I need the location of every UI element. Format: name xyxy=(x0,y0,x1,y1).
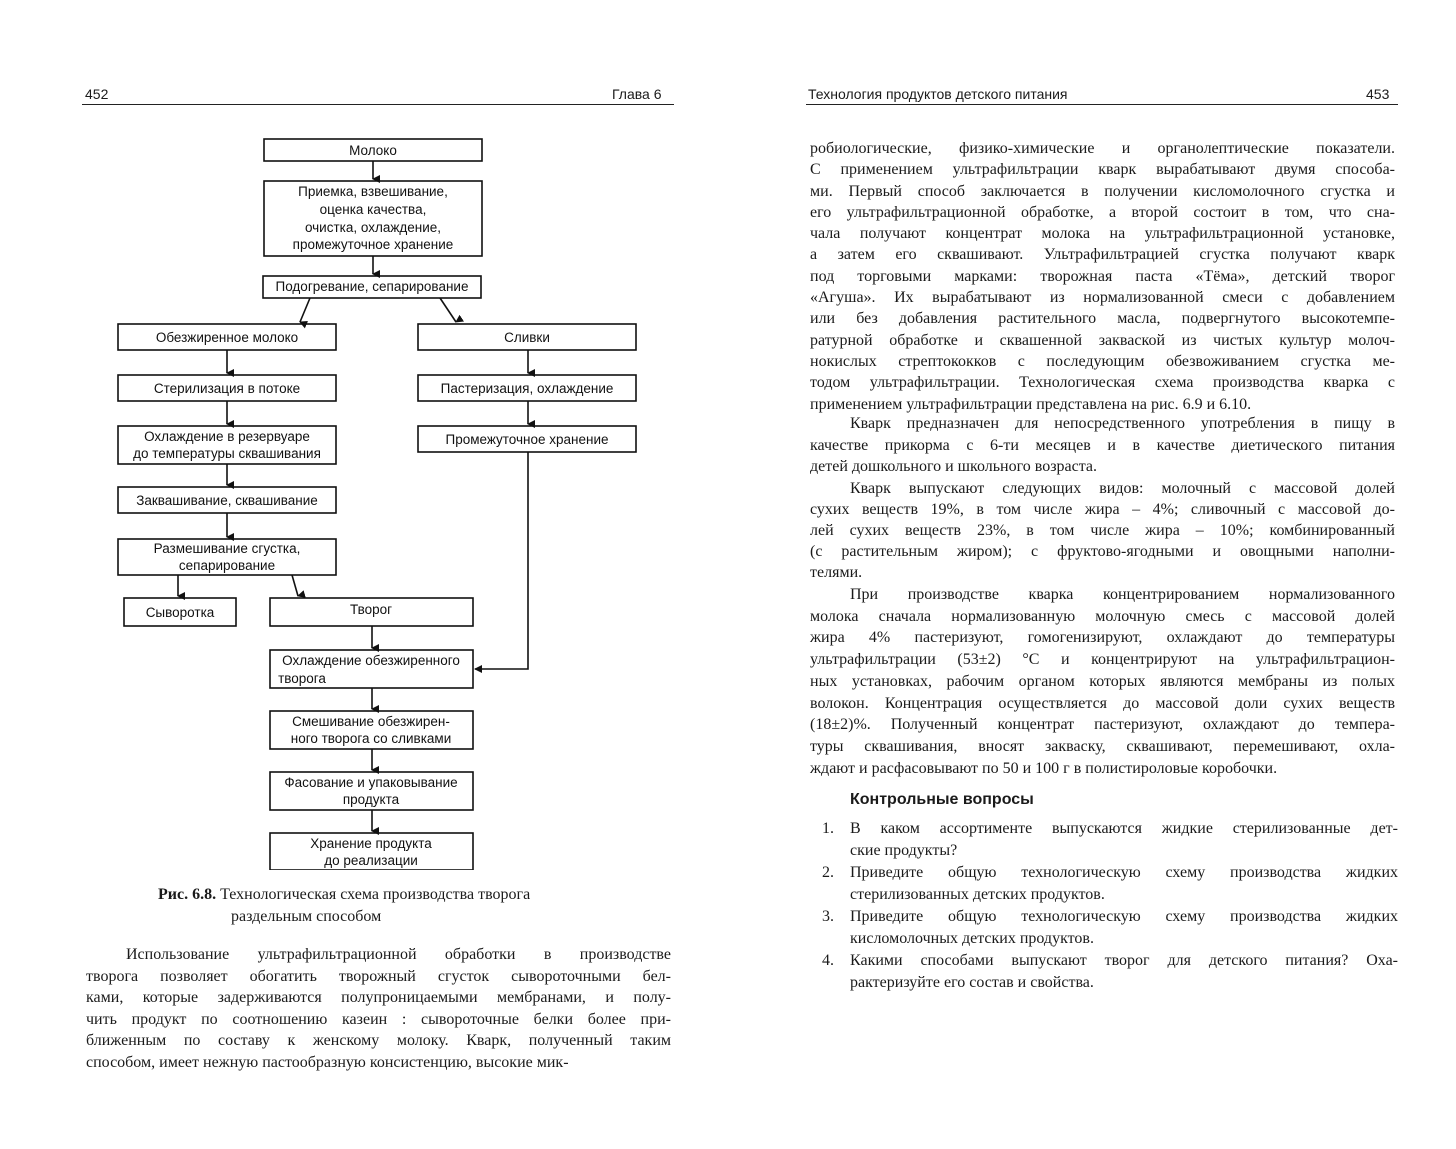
text-line: ультрафильтрации (53±2) °С и концентрируют на ультрафильтрацион- xyxy=(810,651,1395,669)
label-curd: Творог xyxy=(349,602,393,617)
text-line: способом, имеет нежную пастообразную консистенцию, высокие мик- xyxy=(86,1053,569,1071)
page-number-left: 452 xyxy=(85,86,109,102)
label-reception-3: очистка, охлаждение, xyxy=(304,220,442,235)
label-reception-4: промежуточное хранение xyxy=(292,237,454,252)
question-item xyxy=(818,862,1398,905)
question-item xyxy=(818,950,1398,993)
text-line: робиологические, физико-химические и органолептические показатели. xyxy=(810,140,1395,157)
label-reception-1: Приемка, взвешивание, xyxy=(298,184,448,199)
question-number: 2. xyxy=(822,864,834,881)
question-line: стерилизованных детских продуктов. xyxy=(850,885,1105,903)
running-head-right: Технология продуктов детского питания xyxy=(808,86,1068,102)
text-line: «Агуша». Их вырабатывают из нормализованной смеси с добавлением xyxy=(810,289,1395,307)
text-line: а затем его сквашивают. Ультрафильтрацией сгустка получают кварк xyxy=(810,246,1395,264)
text-line: Кварк выпускают следующих видов: молочный с массовой долей xyxy=(850,480,1395,497)
header-rule-right xyxy=(806,104,1398,105)
question-number: 1. xyxy=(822,820,834,837)
label-sterilization: Стерилизация в потоке xyxy=(153,381,301,396)
flowchart xyxy=(110,130,670,870)
paragraph-3 xyxy=(810,478,1395,583)
text-line: ми. Первый способ заключается в получении кисломолочного сгустка и xyxy=(810,182,1395,200)
label-whey: Сыворотка xyxy=(145,605,215,620)
running-head-left: Глава 6 xyxy=(612,86,662,102)
question-line: рактеризуйте его состав и свойства. xyxy=(850,973,1094,991)
text-line: чала получают концентрат молока на ультрафильтрационной установке, xyxy=(810,225,1395,243)
text-line: тодом ультрафильтрации. Технологическая схема производства кварка с xyxy=(810,374,1395,392)
label-cooling-tank-1: Охлаждение в резервуаре xyxy=(144,429,310,444)
paragraph-2 xyxy=(810,413,1395,478)
label-mixing-cream-1: Смешивание обезжирен- xyxy=(292,714,450,729)
text-line: под торговыми марками: творожная паста «Тёма», детский творог xyxy=(810,267,1395,285)
text-line: С применением ультрафильтрации кварк вырабатывают двумя способа- xyxy=(810,161,1395,179)
question-line: В каком ассортименте выпускаются жидкие стерилизованные дет- xyxy=(850,820,1398,837)
text-line: качестве прикорма с 6-ти месяцев и в качестве диетического питания xyxy=(810,436,1395,454)
question-line: кисломолочных детских продуктов. xyxy=(850,929,1094,947)
label-pasteurization: Пастеризация, охлаждение xyxy=(440,381,614,396)
text-line: лей сухих веществ 23%, в том числе жира – 10%; комбинированный xyxy=(810,522,1395,539)
text-line: ратурной обработке и сквашенной закваской из чистых культур молоч- xyxy=(810,331,1395,349)
text-line: нокислых стрептококков с последующим обезвоживанием сгустка ме- xyxy=(810,352,1395,370)
label-fermentation: Заквашивание, сквашивание xyxy=(136,493,318,508)
label-mixing-cream-2: ного творога со сливками xyxy=(290,731,452,746)
text-line: ками, которые задерживаются полупроницаемыми мембранами, и полу- xyxy=(86,989,671,1007)
caption-label: Рис. 6.8. xyxy=(158,886,217,903)
text-line: или без добавления растительного масла, подвергнутого высокотемпе- xyxy=(810,310,1395,328)
label-cooling-skim-curd-1: Охлаждение обезжиренного xyxy=(282,653,460,668)
label-mixing-curd-1: Размешивание сгустка, xyxy=(153,541,301,556)
text-line: Кварк предназначен для непосредственного употребления в пищу в xyxy=(850,415,1395,432)
label-mixing-curd-2: сепарирование xyxy=(178,558,276,573)
section-title: Контрольные вопросы xyxy=(850,791,1034,808)
question-line: Приведите общую технологическую схему производства жидких xyxy=(850,864,1398,881)
header-rule-left xyxy=(82,104,674,105)
question-line: ские продукты? xyxy=(850,841,958,859)
label-packing-2: продукта xyxy=(342,792,400,807)
text-line: ближенным по составу к женскому молоку. Кварк, полученный таким xyxy=(86,1032,671,1050)
text-line: творога позволяет обогатить творожный сгусток сывороточными бел- xyxy=(86,967,671,985)
caption-line-1: Технологическая схема производства творога xyxy=(220,886,531,903)
text-line: детей дошкольного и школьного возраста. xyxy=(810,458,1098,475)
text-line: чить продукт по соотношению казеин : сывороточные белки более при- xyxy=(86,1010,671,1028)
text-line: (с растительным жиром); с фруктово-ягодными и овощными наполни- xyxy=(810,543,1395,560)
paragraph-4 xyxy=(810,584,1395,779)
text-line: телями. xyxy=(810,564,863,581)
questions-list xyxy=(818,818,1398,994)
text-line: (18±2)%. Полученный концентрат пастеризуют, охлаждают до темпера- xyxy=(810,716,1395,734)
label-cooling-skim-curd-2: творога xyxy=(278,671,326,686)
label-heating: Подогревание, сепарирование xyxy=(275,279,469,294)
question-line: Какими способами выпускают творог для детского питания? Оха- xyxy=(850,952,1398,969)
figure-caption xyxy=(158,884,530,906)
question-line: Приведите общую технологическую схему производства жидких xyxy=(850,908,1398,925)
text-line: При производстве кварка концентрированием нормализованного xyxy=(850,586,1395,603)
text-line: его ультрафильтрационной обработке, а второй состоит в том, что сна- xyxy=(810,203,1395,221)
question-item xyxy=(818,906,1398,949)
caption-line-2: раздельным способом xyxy=(231,908,382,925)
text-line: ных установках, рабочим органом которых являются мембраны из полых xyxy=(810,672,1395,690)
left-body-text xyxy=(86,944,671,1074)
label-storage-2: до реализации xyxy=(324,853,418,868)
question-number: 3. xyxy=(822,908,834,925)
label-storage-1: Хранение продукта xyxy=(310,836,432,851)
label-reception-2: оценка качества, xyxy=(319,202,427,217)
text-line: волокон. Концентрация осуществляется до массовой доли сухих веществ xyxy=(810,694,1395,712)
text-line: жира 4% пастеризуют, гомогенизируют, охлаждают до температуры xyxy=(810,629,1395,647)
paragraph-1 xyxy=(810,138,1395,415)
text-line: молока сначала нормализованную молочную смесь с массовой долей xyxy=(810,607,1395,625)
label-packing-1: Фасование и упаковывание xyxy=(284,775,458,790)
text-line: туры сквашивания, вносят закваску, сквашивают, перемешивают, охла- xyxy=(810,737,1395,755)
label-intermediate-storage: Промежуточное хранение xyxy=(445,432,609,447)
text-line: Использование ультрафильтрационной обработки в производстве xyxy=(126,946,671,963)
label-cooling-tank-2: до температуры сквашивания xyxy=(133,446,321,461)
label-skim-milk: Обезжиренное молоко xyxy=(155,330,299,345)
label-milk: Молоко xyxy=(349,143,397,158)
text-line: сухих веществ 19%, в том числе жира – 4%; сливочный с массовой до- xyxy=(810,501,1395,518)
label-cream: Сливки xyxy=(504,330,550,345)
text-line: ждают и расфасовывают по 50 и 100 г в полистироловые коробочки. xyxy=(810,759,1278,777)
question-item xyxy=(818,818,1398,861)
page-number-right: 453 xyxy=(1366,86,1390,102)
text-line: применением ультрафильтрации представлена на рис. 6.9 и 6.10. xyxy=(810,395,1252,413)
question-number: 4. xyxy=(822,952,834,969)
